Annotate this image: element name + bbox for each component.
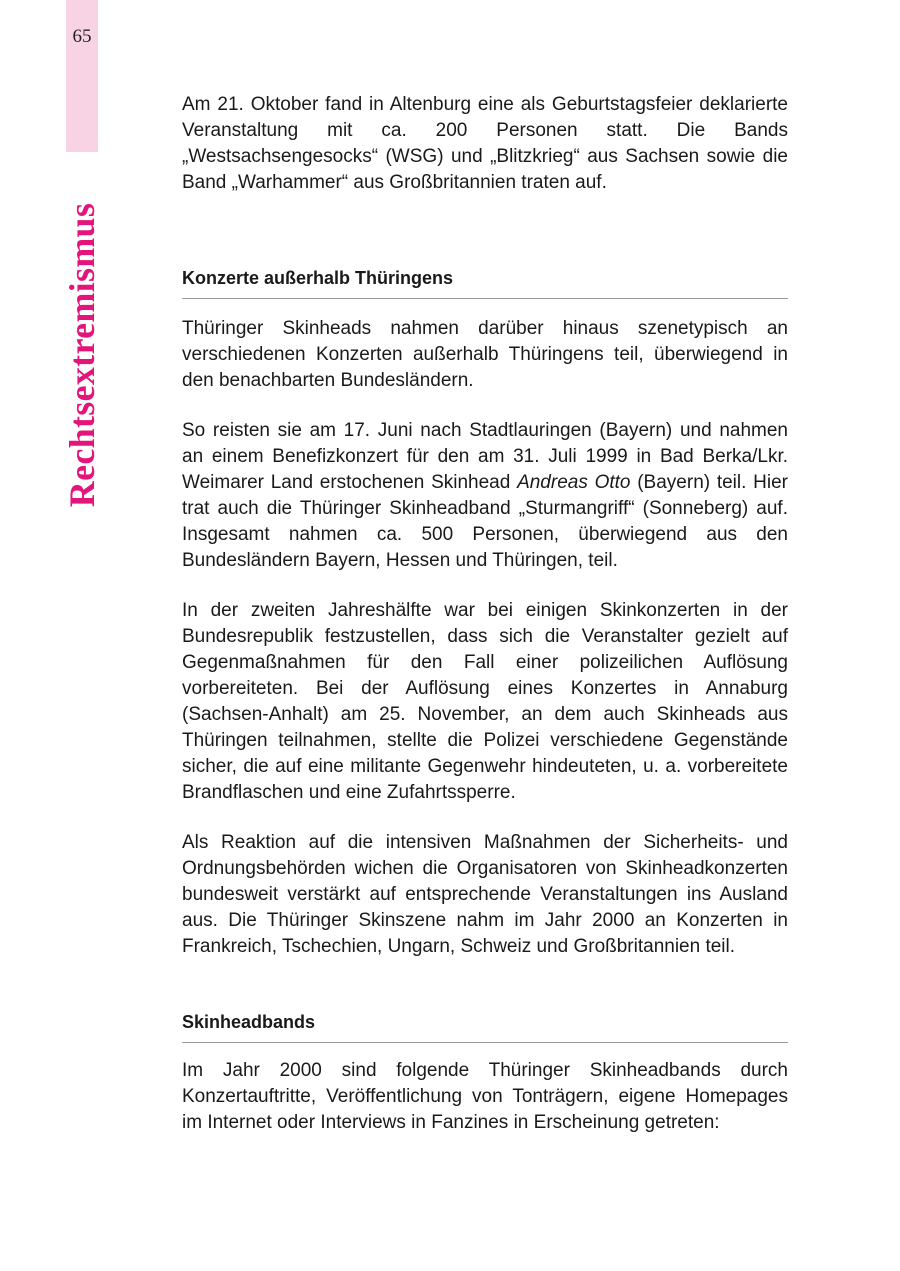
intro-paragraph: Am 21. Oktober fand in Altenburg eine als Geburtstagsfeier deklarierte Veranstaltung mit ca. 200 Personen statt. Die Bands „Westsachsengesocks“ (WSG) und „Blitzkrieg“ aus Sachsen sowie die Band „Warhammer“ aus Großbritannien traten auf. xyxy=(182,94,788,193)
heading-skinheadbands: Skinheadbands xyxy=(182,1010,788,1043)
page-number: 65 xyxy=(72,26,92,47)
paragraph-stadtlauringen xyxy=(182,418,788,574)
heading-concerts-outside-thuringia: Konzerte außerhalb Thüringens xyxy=(182,266,788,299)
person-name: Andreas Otto xyxy=(517,472,631,493)
paragraph-text-part: (Bayern) teil. Hier trat auch die Thüringer Skinheadband „Sturmangriff“ (Sonneberg) auf. Insgesamt nahmen ca. 500 Personen, überwiegend aus den Bundesländern Bayern, Hessen und Thüringen, teil. xyxy=(182,472,788,571)
page-number-tab xyxy=(66,0,98,152)
paragraph-skinheadbands: Im Jahr 2000 sind folgende Thüringer Skinheadbands durch Konzertauftritte, Veröffentlichung von Tonträgern, eigene Homepages im Internet oder Interviews in Fanzines in Erscheinung getreten: xyxy=(182,1060,788,1133)
page-content xyxy=(182,92,788,1136)
section-label: Rechtsextremismus xyxy=(62,202,102,508)
paragraph-text-part: So reisten sie am 17. Juni nach Stadtlauringen (Bayern) und nahmen an einem Benefizkonzert für den am 31. Juli 1999 in Bad Berka/Lkr. Weimarer Land erstochenen Skinhead xyxy=(182,420,788,493)
paragraph-annaburg: In der zweiten Jahreshälfte war bei einigen Skinkonzerten in der Bundesrepublik festzustellen, dass sich die Veranstalter gezielt auf Gegenmaßnahmen für den Fall einer polizeilichen Auflösung vorbereiteten. Bei der Auflösung eines Konzertes in Annaburg (Sachsen-Anhalt) am 25. November, an dem auch Skinheads aus Thüringen teilnahmen, stellte die Polizei verschiedene Gegenstände sicher, die auf eine militante Gegenwehr hindeuteten, u. a. vorbereitete Brandflaschen und eine Zufahrtssperre. xyxy=(182,600,788,803)
paragraph-concerts-intro: Thüringer Skinheads nahmen darüber hinaus szenetypisch an verschiedenen Konzerten außerhalb Thüringens teil, überwiegend in den benachbarten Bundesländern. xyxy=(182,318,788,391)
paragraph-abroad: Als Reaktion auf die intensiven Maßnahmen der Sicherheits- und Ordnungsbehörden wichen die Organisatoren von Skinheadkonzerten bundesweit verstärkt auf entsprechende Veranstaltungen ins Ausland aus. Die Thüringer Skinszene nahm im Jahr 2000 an Konzerten in Frankreich, Tschechien, Ungarn, Schweiz und Großbritannien teil. xyxy=(182,832,788,957)
